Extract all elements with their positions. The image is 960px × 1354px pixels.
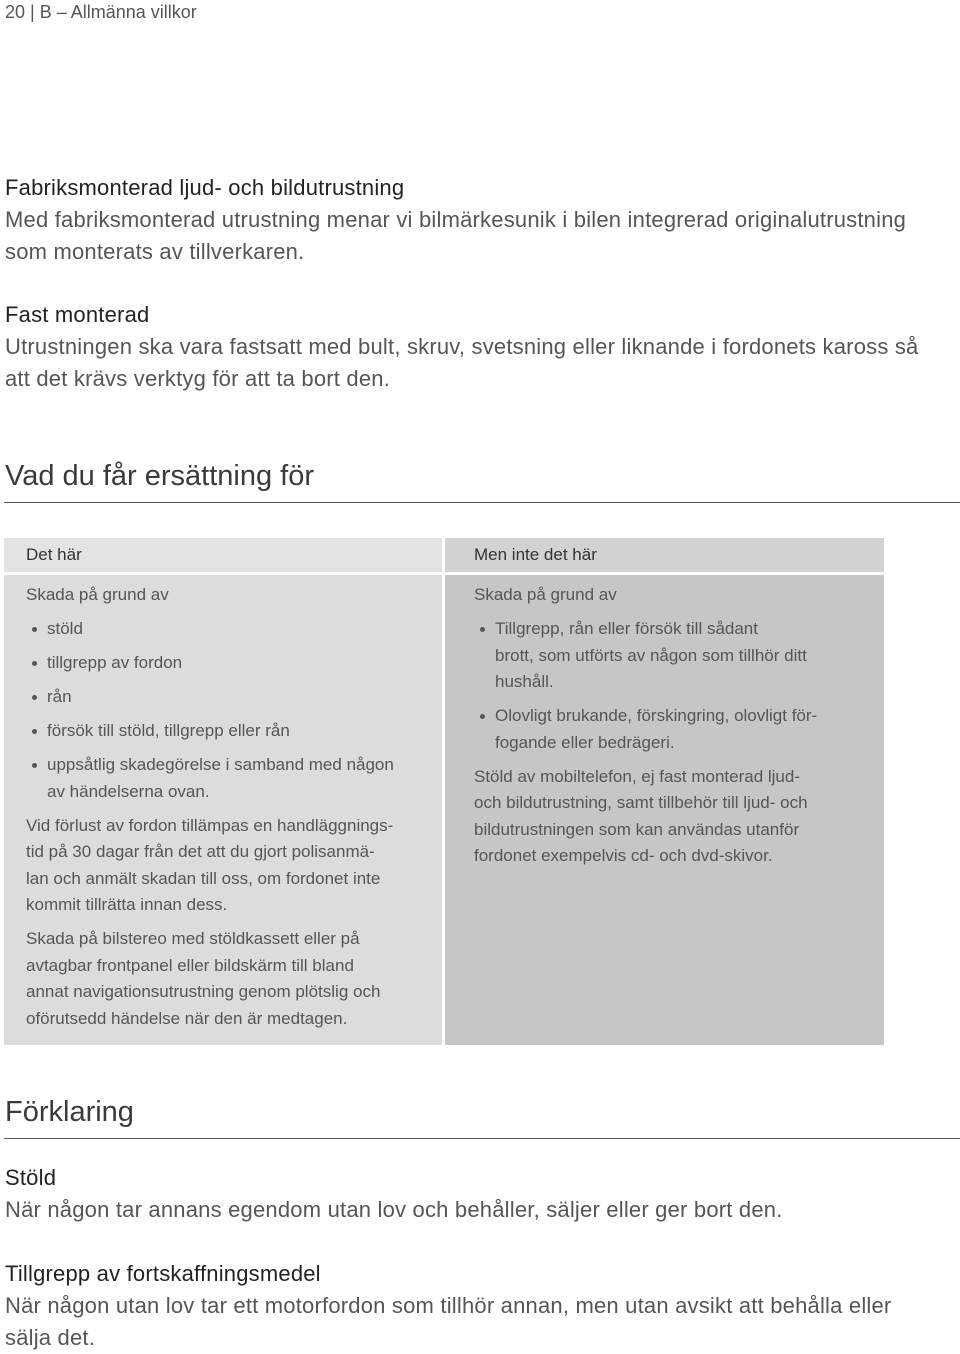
bullet-icon	[32, 627, 37, 632]
list-item	[474, 616, 884, 696]
bullet-icon	[32, 729, 37, 734]
definition-theft	[5, 1162, 955, 1226]
paragraph-line: Stöld av mobiltelefon, ej fast monterad ljud-	[474, 766, 801, 786]
list-item	[26, 684, 442, 711]
explanation-heading: Förklaring	[5, 1096, 134, 1128]
list-item-text: brott, som utförts av någon som tillhör ditt	[495, 645, 807, 665]
list-item	[26, 752, 442, 805]
paragraph-line: och bildutrustning, samt tillbehör till ljud- och	[474, 793, 808, 812]
list-item	[26, 616, 442, 643]
paragraph-line: avtagbar frontpanel eller bildskärm till bland	[26, 955, 354, 975]
paragraph-line: som monterats av tillverkaren.	[5, 239, 305, 264]
definition-line: När någon utan lov tar ett motorfordon som tillhör annan, men utan avsikt att behålla eller	[5, 1293, 892, 1318]
definition-vehicle-taking	[5, 1258, 955, 1354]
paragraph-line: att det krävs verktyg för att ta bort den.	[5, 366, 391, 391]
definition-line: sälja det.	[5, 1325, 96, 1350]
not-covered-paragraph	[474, 764, 884, 870]
paragraph-line: oförutsedd händelse när den är medtagen.	[26, 1008, 348, 1028]
running-header: 20 | B – Allmänna villkor	[5, 2, 197, 22]
paragraph-line: annat navigationsutrustning genom plötslig och	[26, 982, 381, 1001]
covered-intro	[26, 582, 442, 609]
list-item-text: rån	[47, 687, 72, 706]
covered-column-header: Det här	[4, 538, 442, 572]
paragraph-line: Utrustningen ska vara fastsatt med bult, skruv, svetsning eller liknande i fordonets kaross så	[5, 334, 919, 359]
not-covered-column-header: Men inte det här	[445, 538, 884, 572]
list-item	[26, 650, 442, 677]
list-item-text: stöld	[47, 619, 83, 638]
section-factory-equipment	[5, 172, 955, 268]
paragraph-line: Skada på bilstereo med stöldkassett eller på	[26, 929, 360, 948]
paragraph-line: bildutrustningen som kan användas utanför	[474, 819, 800, 839]
paragraph-line: tid på 30 dagar från det att du gjort polisanmä-	[26, 842, 375, 861]
paragraph-line: fordonet exempelvis cd- och dvd-skivor.	[474, 846, 773, 865]
bullet-icon	[32, 763, 37, 768]
paragraph-line: Med fabriksmonterad utrustning menar vi bilmärkesunik i bilen integrerad originalutrustning	[5, 207, 907, 232]
section-fixed-mount	[5, 299, 955, 395]
bullet-icon	[32, 661, 37, 666]
covered-paragraph	[26, 813, 442, 919]
list-item-text: Olovligt brukande, förskingring, olovligt för-	[495, 706, 818, 725]
list-item-text: av händelserna ovan.	[47, 781, 210, 801]
paragraph-line: Vid förlust av fordon tillämpas en handläggnings-	[26, 815, 394, 835]
bullet-icon	[32, 695, 37, 700]
section-title: Fabriksmonterad ljud- och bildutrustning	[5, 175, 405, 200]
term-title: Tillgrepp av fortskaffningsmedel	[5, 1261, 321, 1286]
bullet-icon	[480, 714, 485, 719]
list-item-text: försök till stöld, tillgrepp eller rån	[47, 721, 290, 740]
bullet-icon	[480, 627, 485, 632]
list-item	[26, 718, 442, 745]
term-title: Stöld	[5, 1165, 57, 1190]
list-item-text: Tillgrepp, rån eller försök till sådant	[495, 619, 758, 638]
list-item-text: uppsåtlig skadegörelse i samband med någon	[47, 755, 394, 774]
not-covered-column	[445, 575, 884, 1045]
heading-divider	[4, 502, 960, 503]
intro-text: Skada på grund av	[26, 585, 169, 604]
heading-divider	[4, 1138, 960, 1139]
intro-text: Skada på grund av	[474, 585, 617, 604]
covered-paragraph	[26, 926, 442, 1032]
list-item-text: hushåll.	[495, 672, 554, 691]
not-covered-intro	[474, 582, 884, 609]
section-title: Fast monterad	[5, 302, 150, 327]
covered-column	[4, 575, 442, 1045]
paragraph-line: lan och anmält skadan till oss, om fordonet inte	[26, 868, 381, 888]
paragraph-line: kommit tillrätta innan dess.	[26, 895, 228, 914]
coverage-table	[4, 538, 884, 1045]
list-item-text: tillgrepp av fordon	[47, 653, 183, 672]
compensation-heading: Vad du får ersättning för	[5, 460, 314, 492]
definition-line: När någon tar annans egendom utan lov och behåller, säljer eller ger bort den.	[5, 1197, 783, 1222]
list-item-text: fogande eller bedrägeri.	[495, 732, 675, 752]
list-item	[474, 703, 884, 756]
